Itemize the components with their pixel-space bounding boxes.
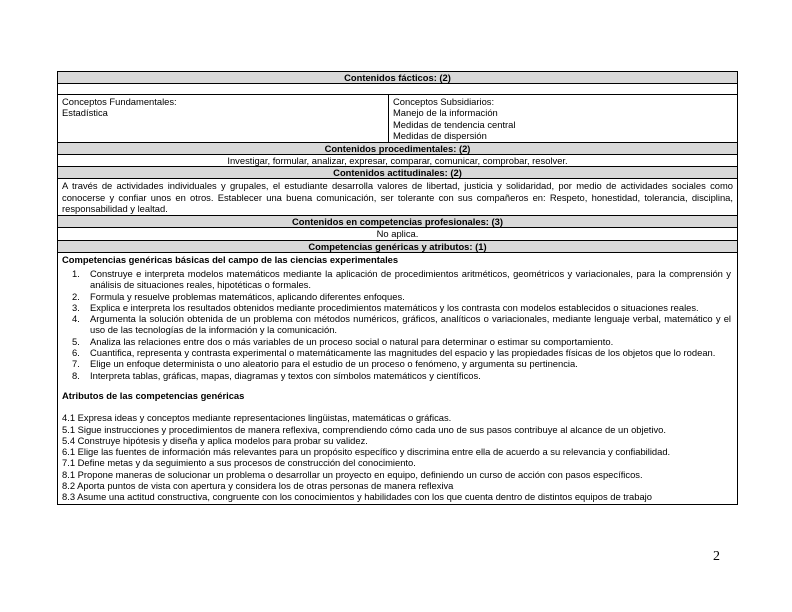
item-text: Elige un enfoque determinista o uno aleatorio para el estudio de un proceso o fenómeno, y argumenta su pertinencia.: [90, 358, 578, 370]
conceptos-fundamentales-label: Conceptos Fundamentales:: [62, 96, 177, 107]
content-table: [57, 71, 738, 505]
procedimentales-text: Investigar, formular, analizar, expresar, comparar, comunicar, comprobar, resolver.: [58, 155, 737, 167]
item-text: Construye e interpreta modelos matemáticos mediante la aplicación de procedimientos aritméticos, geométricos y variacionales, para la comprensión y análisis de situaciones reales, hipotéticas o formales.: [90, 267, 731, 291]
atributo-item: 8.3 Asume una actitud constructiva, congruente con los conocimientos y habilidades con los que cuenta dentro de distintos equipos de trabajo: [62, 491, 652, 503]
item-number: 7.: [72, 358, 80, 370]
item-number: 1.: [72, 267, 80, 279]
item-number: 4.: [72, 313, 80, 325]
competencias-section: [58, 253, 737, 504]
atributo-item: 6.1 Elige las fuentes de información más relevantes para un propósito específico y discrimina entre ella de acuerdo a su relevancia y confiabilidad.: [62, 446, 671, 458]
concepto-subsidiario: Manejo de la información: [393, 107, 498, 119]
atributos-title: Atributos de las competencias genéricas: [62, 389, 245, 401]
concepto-fundamental: Estadística: [62, 107, 108, 119]
competencias-list: [62, 268, 733, 381]
item-text: Analiza las relaciones entre dos o más variables de un proceso social o natural para determinar o estimar su comportamiento.: [90, 335, 614, 347]
list-item: [72, 358, 733, 370]
conceptos-fundamentales-cell: [58, 95, 389, 142]
blank-row: [58, 84, 737, 95]
concepto-subsidiario: Medidas de dispersión: [393, 129, 487, 141]
spacer: [62, 401, 733, 412]
header-contenidos-facticos: Contenidos fácticos: (2): [58, 72, 737, 84]
item-number: 5.: [72, 335, 80, 347]
atributo-item: 5.1 Sigue instrucciones y procedimientos de manera reflexiva, comprendiendo cómo cada uno de sus pasos contribuye al alcance de un objetivo.: [62, 423, 667, 435]
header-contenidos-actitudinales: Contenidos actitudinales: (2): [58, 167, 737, 179]
item-number: 2.: [72, 290, 80, 302]
atributo-item: 7.1 Define metas y da seguimiento a sus procesos de construcción del conocimiento.: [62, 457, 416, 469]
list-item: [72, 301, 733, 313]
concepto-subsidiario: Medidas de tendencia central: [393, 118, 516, 130]
header-competencias-genericas: Competencias genéricas y atributos: (1): [58, 241, 737, 253]
conceptos-subsidiarios-label: Conceptos Subsidiarios:: [393, 96, 495, 107]
item-number: 3.: [72, 301, 80, 313]
item-number: 8.: [72, 369, 80, 381]
atributo-item: 8.2 Aporta puntos de vista con apertura y considera los de otras personas de manera reflexiva: [62, 480, 454, 492]
profesionales-text: No aplica.: [58, 228, 737, 240]
list-item: [72, 369, 733, 381]
header-competencias-profesionales: Contenidos en competencias profesionales: (3): [58, 216, 737, 228]
list-item: [72, 335, 733, 347]
item-text: Formula y resuelve problemas matemáticos, aplicando diferentes enfoques.: [90, 290, 405, 302]
conceptos-row: [58, 95, 737, 143]
atributo-item: 8.1 Propone maneras de solucionar un problema o desarrollar un proyecto en equipo, definiendo un curso de acción con pasos específicos.: [62, 468, 643, 480]
atributo-item: 5.4 Construye hipótesis y diseña y aplica modelos para probar su validez.: [62, 434, 368, 446]
conceptos-subsidiarios-cell: [389, 95, 737, 142]
atributo-item: 4.1 Expresa ideas y conceptos mediante representaciones lingüistas, matemáticas o gráficas.: [62, 412, 452, 424]
header-contenidos-procedimentales: Contenidos procedimentales: (2): [58, 143, 737, 155]
item-text: Argumenta la solución obtenida de un problema con métodos numéricos, gráficos, analíticos o variacionales, mediante lenguaje verbal, matemático y el uso de las tecnologías de la información y la comunicación.: [90, 313, 731, 336]
list-item: [72, 290, 733, 302]
item-number: 6.: [72, 347, 80, 359]
competencias-title: Competencias genéricas básicas del campo de las ciencias experimentales: [62, 253, 399, 265]
list-item: [72, 347, 733, 359]
item-text: Cuantifica, representa y contrasta experimental o matemáticamente las magnitudes del espacio y las propiedades físicas de los objetos que lo rodean.: [90, 347, 716, 359]
item-text: Interpreta tablas, gráficas, mapas, diagramas y textos con símbolos matemáticos y científicos.: [90, 369, 481, 381]
item-text: Explica e interpreta los resultados obtenidos mediante procedimientos matemáticos y los contrasta con modelos establecidos o situaciones reales.: [90, 301, 699, 313]
list-item: [72, 267, 733, 291]
page-number: 2: [713, 549, 720, 564]
list-item: [72, 313, 733, 336]
actitudinales-text: A través de actividades individuales y grupales, el estudiante desarrolla valores de libertad, justicia y solidaridad, por medio de actividades sociales como conocerse y confiar unos en otros. Establecer una buena comunicación, ser tolerante con sus compañeros en: Respeto, honestidad, tolerancia, disciplina, responsabilidad y lealtad.: [58, 179, 737, 216]
